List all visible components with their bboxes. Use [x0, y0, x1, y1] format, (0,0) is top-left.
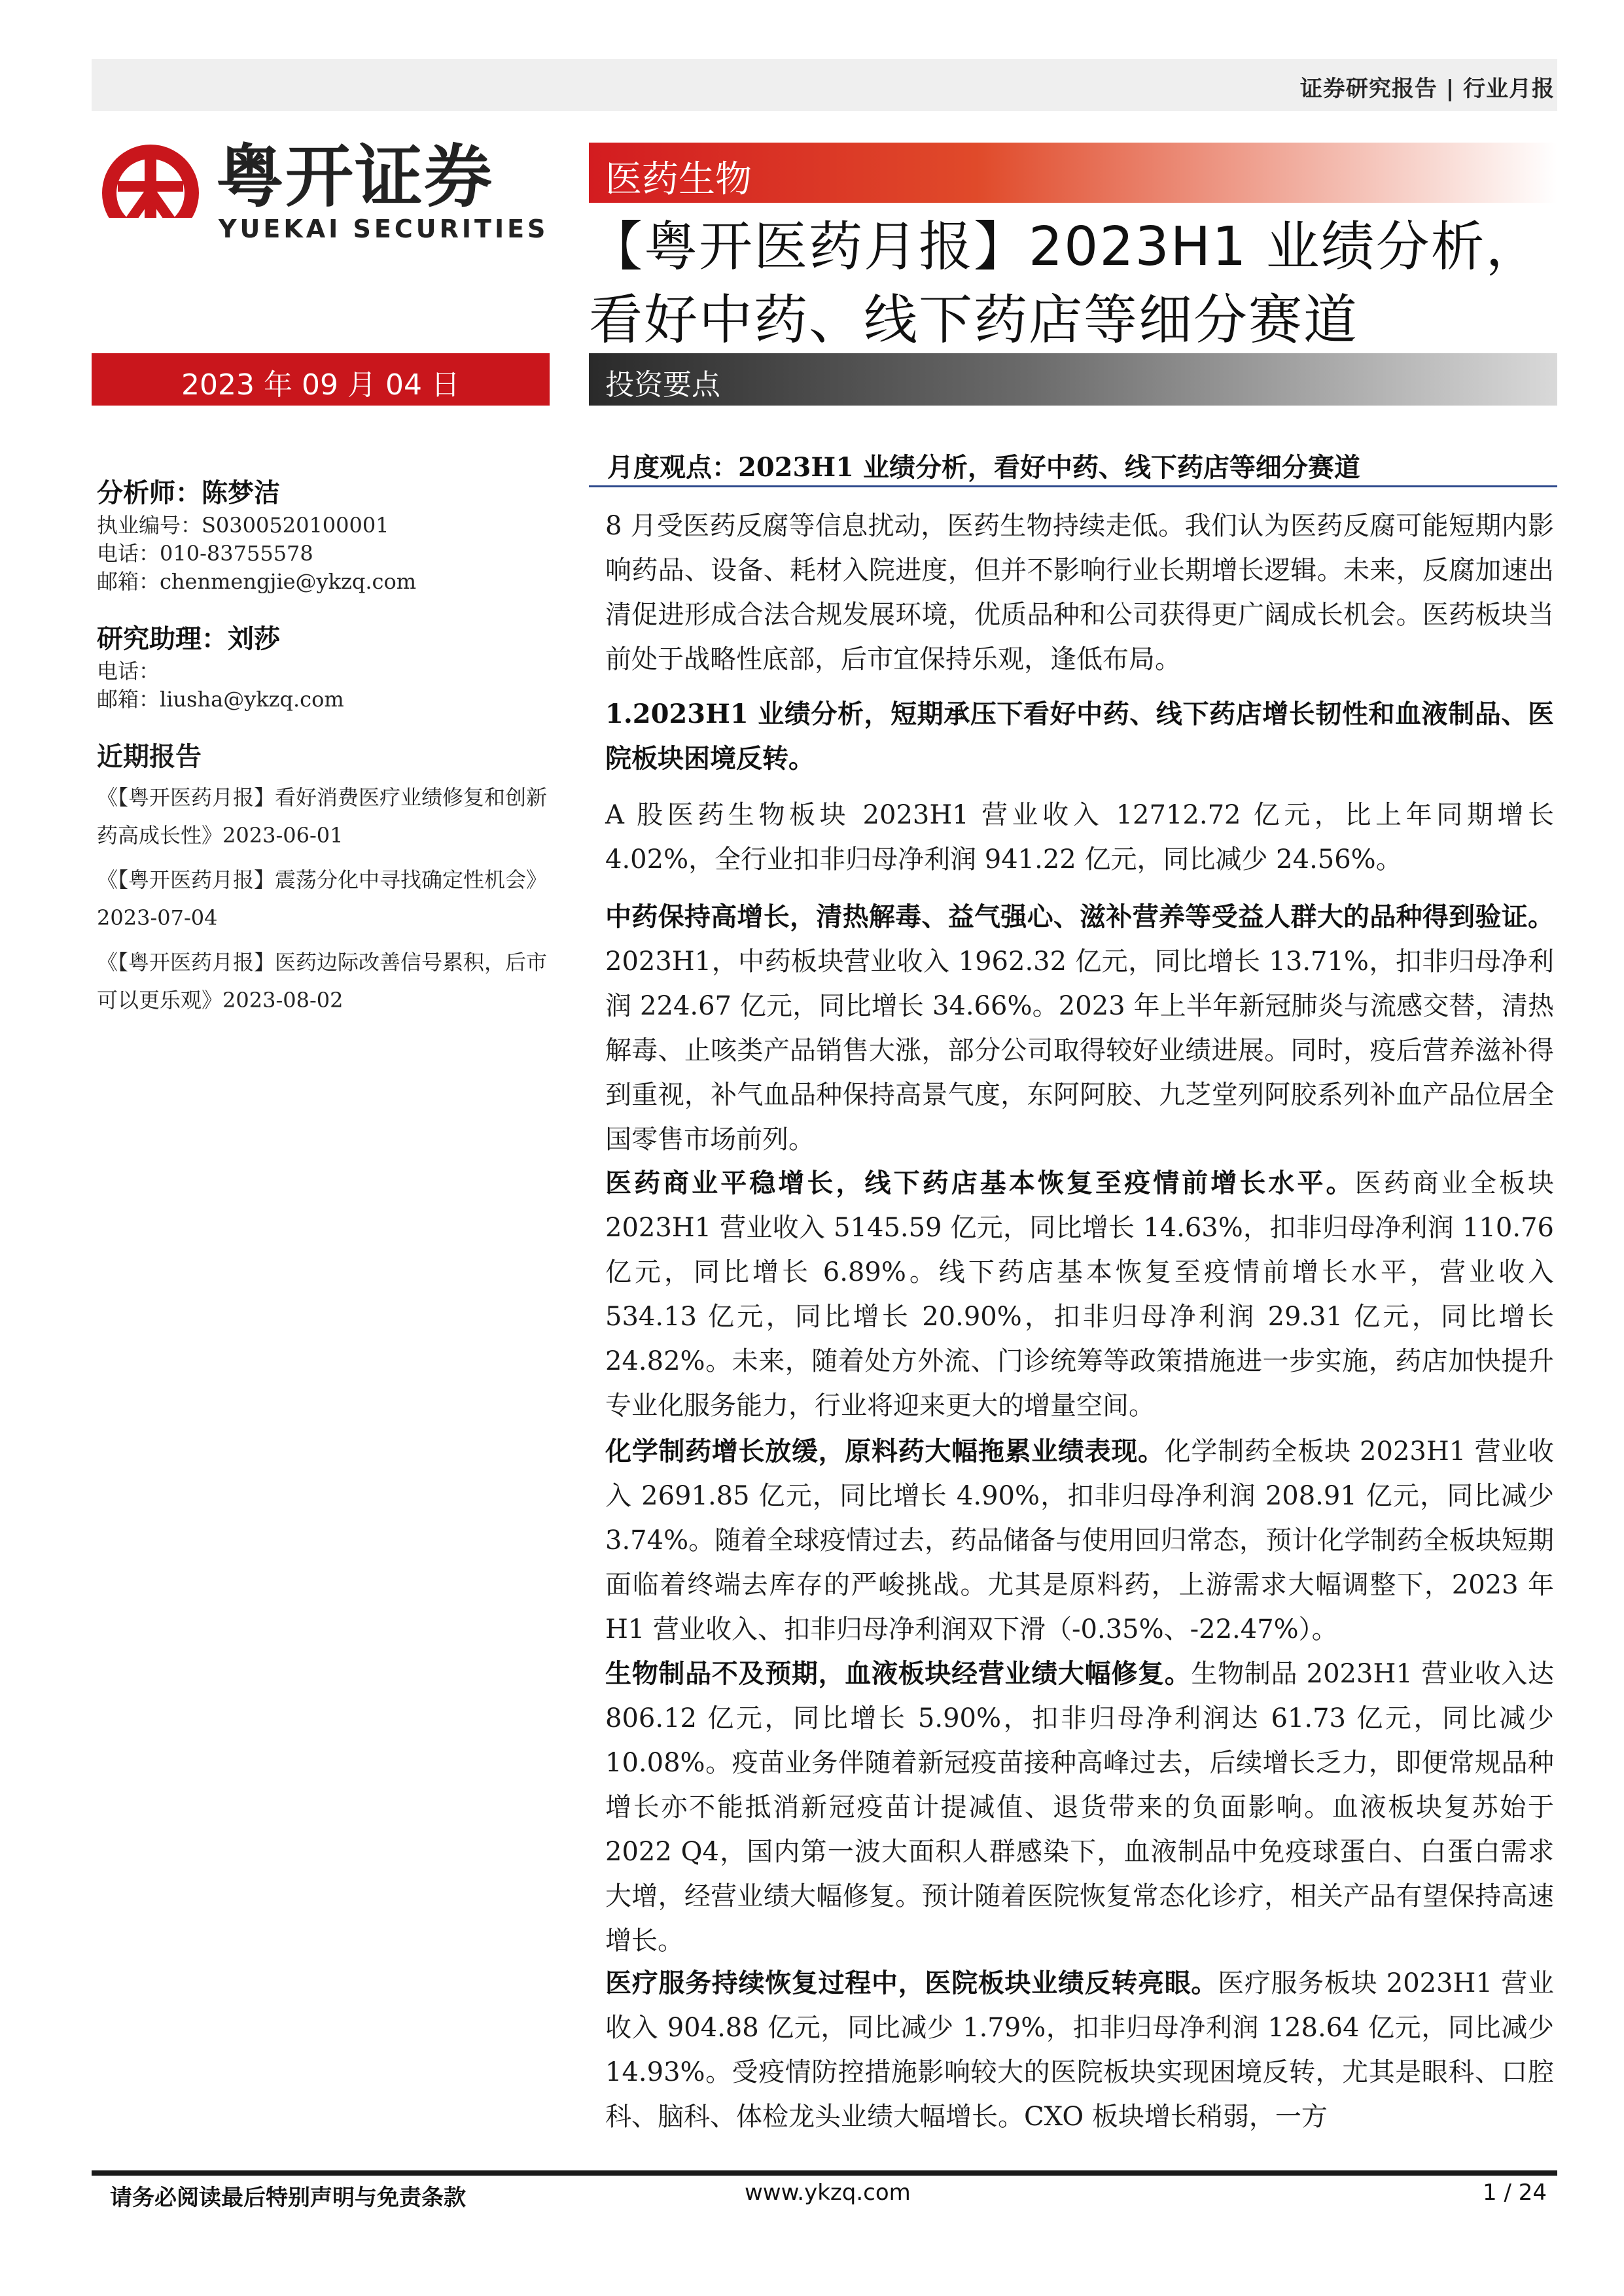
recent-report-item[interactable]: 《【粤开医药月报】看好消费医疗业绩修复和创新药高成长性》2023-06-01 [97, 785, 548, 848]
yuekai-logo-icon [98, 141, 203, 245]
assistant-name: 研究助理：刘莎 [97, 624, 280, 654]
analyst-name: 分析师：陈梦洁 [97, 478, 280, 508]
assistant-phone: 电话： [97, 659, 160, 684]
monthly-view-heading: 月度观点：2023H1 业绩分析，看好中药、线下药店等细分赛道 [607, 452, 1360, 483]
footer-website-link[interactable]: www.ykzq.com [745, 2180, 911, 2206]
footer-disclaimer: 请务必阅读最后特别声明与免责条款 [110, 2185, 466, 2211]
section-label: 投资要点 [605, 368, 720, 402]
report-type-label: 证券研究报告 | 行业月报 [1299, 76, 1555, 102]
logo-english-name: YUEKAI SECURITIES [219, 215, 549, 243]
recent-report-item[interactable]: 《【粤开医药月报】震荡分化中寻找确定性机会》2023-07-04 [97, 867, 548, 930]
analyst-phone: 电话：010-83755578 [97, 541, 313, 566]
paragraph: 化学制药增长放缓，原料药大幅拖累业绩表现。化学制药全板块 2023H1 营业收入 2691.85 亿元，同比增长 4.90%，扣非归母净利润 208.91 亿元，同比减少 3.74%。随着全球疫情过去，药品储备与使用回归常态，预计化学制药全板块短期面临着终端去库存的严峻挑战。尤其是原料药，上游需求大幅调整下，2023 年 H1 营业收入、扣非归母净利润双下滑（-0.35%、-22.47%）。 [605, 1436, 1555, 1644]
paragraph: 医药商业平稳增长，线下药店基本恢复至疫情前增长水平。医药商业全板块 2023H1 营业收入 5145.59 亿元，同比增长 14.63%，扣非归母净利润 110.76 亿元，同比增长 6.89%。线下药店基本恢复至疫情前增长水平，营业收入 534.13 亿元，同比增长 20.90%，扣非归母净利润 29.31 亿元，同比增长 24.82%。未来，随着处方外流、门诊统筹等政策措施进一步实施，药店加快提升专业化服务能力，行业将迎来更大的增量空间。 [605, 1168, 1554, 1421]
analyst-license: 执业编号：S0300520100001 [97, 513, 389, 538]
category-label: 医药生物 [605, 158, 752, 201]
paragraph: 中药保持高增长，清热解毒、益气强心、滋补营养等受益人群大的品种得到验证。2023H1，中药板块营业收入 1962.32 亿元，同比增长 13.71%，扣非归母净利润 224.67 亿元，同比增长 34.66%。2023 年上半年新冠肺炎与流感交替，清热解毒、止咳类产品销售大涨，部分公司取得较好业绩进展。同时，疫后营养滋补得到重视，补气血品种保持高景气度，东阿阿胶、九芝堂列阿胶系列补血产品位居全国零售市场前列。 [605, 901, 1554, 1155]
footer-divider [92, 2170, 1557, 2176]
logo-chinese-name: 粤开证券 [216, 137, 494, 217]
page-number: 1 / 24 [1483, 2180, 1547, 2206]
monthly-view-divider [589, 485, 1557, 487]
assistant-email[interactable]: 邮箱：liusha@ykzq.com [97, 687, 344, 712]
report-title: 【粤开医药月报】2023H1 业绩分析，看好中药、线下药店等细分赛道 [589, 216, 1541, 351]
recent-reports-heading: 近期报告 [97, 742, 202, 772]
paragraph: 医疗服务持续恢复过程中，医院板块业绩反转亮眼。医疗服务板块 2023H1 营业收入 904.88 亿元，同比减少 1.79%，扣非归母净利润 128.64 亿元，同比减少 14.93%。受疫情防控措施影响较大的医院板块实现困境反转，尤其是眼科、口腔科、脑科、体检龙头业绩大幅增长。CXO 板块增长稍弱，一方 [605, 1968, 1555, 2132]
paragraph: 生物制品不及预期，血液板块经营业绩大幅修复。生物制品 2023H1 营业收入达 806.12 亿元，同比增长 5.90%，扣非归母净利润达 61.73 亿元，同比减少 10.08%。疫苗业务伴随着新冠疫苗接种高峰过去，后续增长乏力，即便常规品种增长亦不能抵消新冠疫苗计提减值、退货带来的负面影响。血液板块复苏始于 2022 Q4，国内第一波大面积人群感染下，血液制品中免疫球蛋白、白蛋白需求大增，经营业绩大幅修复。预计随着医院恢复常态化诊疗，相关产品有望保持高速增长。 [605, 1658, 1555, 1956]
paragraph-heading: 1.2023H1 业绩分析，短期承压下看好中药、线下药店增长韧性和血液制品、医院板块困境反转。 [605, 699, 1554, 774]
analyst-email[interactable]: 邮箱：chenmengjie@ykzq.com [97, 569, 417, 594]
section-banner [589, 353, 1557, 406]
recent-report-item[interactable]: 《【粤开医药月报】医药边际改善信号累积，后市可以更乐观》2023-08-02 [97, 950, 548, 1013]
report-date: 2023 年 09 月 04 日 [181, 368, 460, 402]
paragraph: 8 月受医药反腐等信息扰动，医药生物持续走低。我们认为医药反腐可能短期内影响药品、设备、耗材入院进度，但并不影响行业长期增长逻辑。未来，反腐加速出清促进形成合法合规发展环境，优质品种和公司获得更广阔成长机会。医药板块当前处于战略性底部，后市宜保持乐观，逢低布局。 [605, 511, 1554, 674]
paragraph: A 股医药生物板块 2023H1 营业收入 12712.72 亿元，比上年同期增长 4.02%，全行业扣非归母净利润 941.22 亿元，同比减少 24.56%。 [605, 800, 1554, 875]
